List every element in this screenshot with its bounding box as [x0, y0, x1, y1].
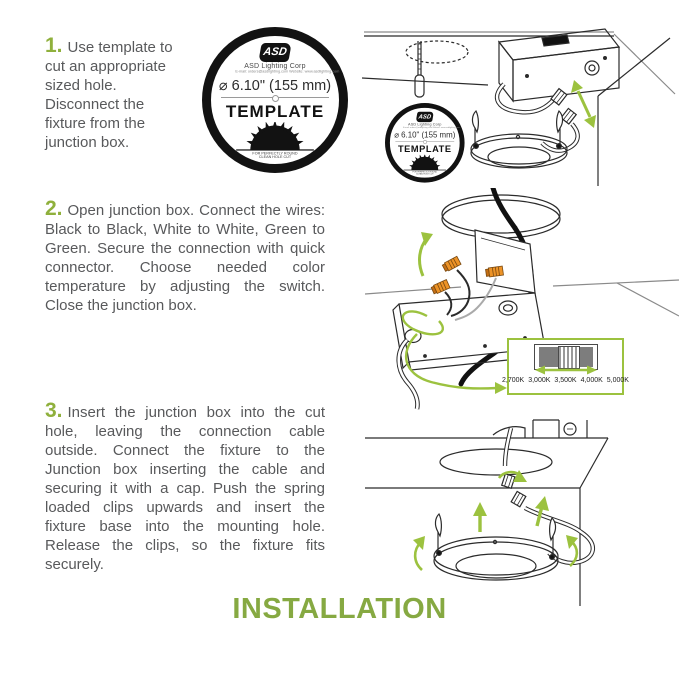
page-title: INSTALLATION [232, 593, 447, 625]
asd-logo: ASD [416, 112, 434, 122]
cct-slider-knob [558, 346, 580, 369]
step-3-illustration [363, 408, 677, 608]
cct-slider-track-right [580, 347, 593, 367]
cct-label: 3,000K [528, 377, 551, 384]
cutting-template-badge [202, 27, 348, 173]
step-3-number: 3. [45, 399, 63, 422]
step-1-body: Use template to cut an appropriate sized hole. Disconnect the fixture from the junction box. [45, 39, 173, 151]
contact-line: E-mail: orders@asdlighting.com Website: www.asdlighting.com [235, 70, 340, 74]
cct-label: 2,700K [502, 377, 525, 384]
company-name: ASD Lighting Corp [244, 63, 306, 70]
cct-slider-track-left [539, 347, 558, 367]
ceiling-hole-drawing [440, 449, 552, 475]
cut-hole-dashed-circle [406, 41, 468, 63]
hole-diameter-label: ⌀ 6.10" (155 mm) [218, 78, 332, 94]
recessed-fixture-drawing [434, 514, 558, 580]
cct-label: 3,500K [554, 377, 577, 384]
junction-box-above-ceiling [493, 420, 576, 438]
cct-slider-switch [534, 344, 598, 370]
step-1-text [45, 36, 188, 152]
step-3-body: Insert the junction box into the cut hole, leaving the connection cable outside. Connect the fixture to the Junction box inserting the cable and securing it with a cap. Push the spring loaded clips upwards and insert the fixture base into the mounting hole. Release the clips, so the fixture fits securely. [45, 404, 325, 573]
template-label: TEMPLATE [225, 102, 325, 121]
saw-blade-icon [225, 122, 325, 152]
cct-switch-inset [502, 338, 629, 395]
asd-logo: ASD [258, 43, 291, 62]
cct-temperature-labels [502, 377, 629, 384]
saw-blade-icon [398, 155, 453, 171]
step-2-text [45, 199, 325, 315]
mini-template-badge-wrap [385, 103, 465, 183]
cct-label: 4,000K [580, 377, 603, 384]
badge-divider [221, 97, 329, 102]
recessed-fixture-drawing [471, 111, 567, 168]
step-3-text [45, 401, 325, 574]
lift-arrow-icon [420, 232, 433, 276]
cct-label: 5,000K [606, 377, 629, 384]
step-1-number: 1. [45, 34, 63, 57]
step-2-number: 2. [45, 197, 63, 220]
badge-footnote: FOR PERFECTLY ROUND CLEAN HOLE CUT [252, 152, 298, 160]
step-2-body: Open junction box. Connect the wires: Black to Black, White to White, Green to Green. Secure the connection with quick connector. Choose needed color temperature by adjusting the switch. Close the junction box. [45, 202, 325, 314]
hole-saw-tool-icon [415, 41, 424, 97]
connect-disconnect-arrow-icon [571, 80, 596, 128]
connection-cable-drawing [497, 84, 578, 151]
cutting-template-badge-mini: ASD ASD Lighting Corp E-mail: orders@asdlighting.com Website: www.asdlighting.com ⌀ 6.10" (155 mm) TEMPLATE FOR PERFECTLY ROUND CLEAN HOLE CUT [385, 103, 465, 183]
